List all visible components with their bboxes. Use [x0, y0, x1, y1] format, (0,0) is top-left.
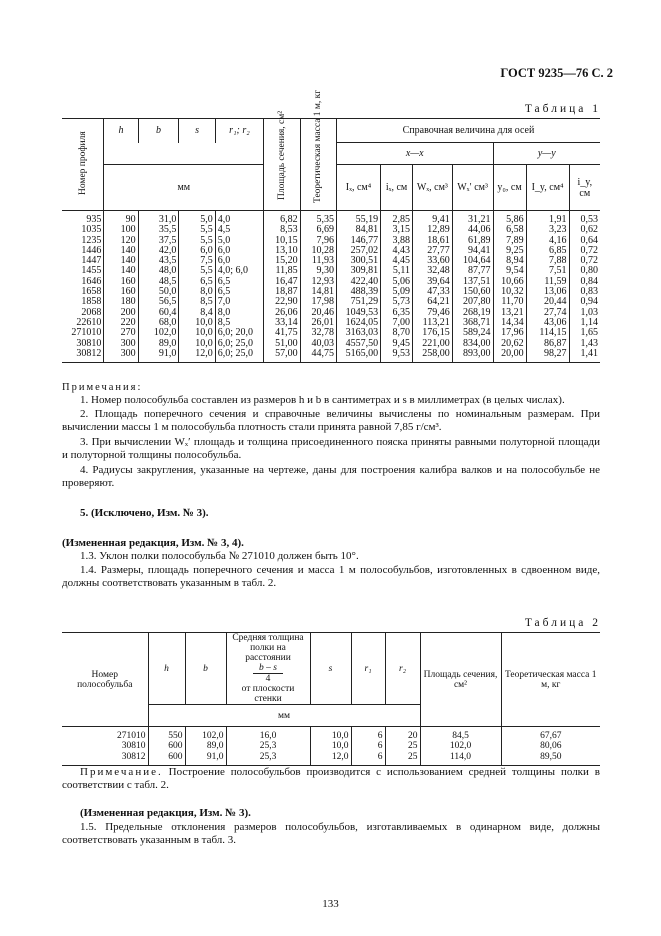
t2-col-r2: r₂ — [385, 633, 420, 705]
table-cell: 6,82 — [264, 211, 300, 226]
table-cell: 4,43 — [381, 246, 413, 256]
table-cell: 25,3 — [226, 752, 310, 766]
table-cell: 41,75 — [264, 328, 300, 338]
table-cell: 935 — [86, 214, 102, 225]
table-cell: 6,58 — [493, 225, 526, 235]
note-table2: Примечание. Построение полособульбов производится с использованием средней толщины полки в соответствии с табл. 2. — [62, 766, 600, 791]
table-cell: 89,0 — [185, 741, 226, 751]
table-row — [62, 349, 600, 363]
table-cell: 31,21 — [452, 211, 493, 226]
table-cell: 8,0 — [179, 287, 215, 297]
table-cell: 10,0 — [179, 339, 215, 349]
table-cell: 33,14 — [264, 318, 300, 328]
t1-col-mass: Теоретическая масса 1 м, кг — [300, 119, 336, 211]
table-row — [62, 741, 600, 751]
t1-ref-header: Справочная величина для осей — [336, 119, 600, 143]
table-cell: 10,66 — [493, 277, 526, 287]
table-cell: 7,51 — [526, 266, 569, 276]
table-cell: 4,5 — [215, 225, 264, 235]
table-cell: 102,0 — [420, 741, 501, 751]
table2 — [62, 632, 600, 766]
notes-title: Примечания: — [62, 382, 143, 393]
table-cell: 67,67 — [501, 727, 600, 741]
table-cell: 84,5 — [420, 727, 501, 741]
table-cell: 27,77 — [413, 246, 453, 256]
table-cell: 43,5 — [138, 256, 179, 266]
table-cell: 12,0 — [310, 752, 351, 766]
table-cell: 30812 — [76, 347, 102, 359]
table-cell: 6,0 — [215, 256, 264, 266]
table-cell: 48,5 — [138, 277, 179, 287]
table-cell: 271010 — [117, 731, 146, 741]
table-cell: 104,64 — [452, 256, 493, 266]
table-cell: 1,14 — [569, 318, 600, 328]
t2-col-avg: Средняя толщина полки на расстоянии b – s 4 от плоскости стенки — [226, 633, 310, 705]
table-cell: 200 — [104, 308, 138, 318]
table-cell: 7,89 — [493, 236, 526, 246]
table-cell: 422,40 — [336, 277, 380, 287]
table-cell: 12,89 — [413, 225, 453, 235]
table-cell: 309,81 — [336, 266, 380, 276]
table-cell: 61,89 — [452, 236, 493, 246]
table-cell: 50,0 — [138, 287, 179, 297]
table-cell: 207,80 — [452, 297, 493, 307]
t1-col-area: Площадь сечения, см² — [264, 119, 300, 211]
table-cell: 146,77 — [336, 236, 380, 246]
table-cell: 86,87 — [526, 339, 569, 349]
table-cell: 271010 — [71, 327, 102, 339]
t1-col-b: b — [138, 119, 179, 143]
table-cell: 113,21 — [413, 318, 453, 328]
para-1-4: 1.4. Размеры, площадь поперечного сечения и масса 1 м полособульбов, изготовленных в сдвоенном виде, должны соответствовать указанным в табл. 2. — [62, 564, 600, 589]
table-cell: 40,03 — [300, 339, 336, 349]
t2-col-num: Номер полособульба — [77, 669, 133, 690]
table-cell: 87,77 — [452, 266, 493, 276]
table-cell: 550 — [148, 727, 185, 741]
table-cell: 8,94 — [493, 256, 526, 266]
t2-units: мм — [148, 705, 420, 727]
table-cell: 6 — [351, 752, 385, 766]
note-1: 1. Номер полособульба составлен из размеров h и b в сантиметрах и s в миллиметрах (в целых числах). — [80, 394, 565, 406]
table-cell: 488,39 — [336, 287, 380, 297]
table-cell: 47,33 — [413, 287, 453, 297]
table-cell: 94,41 — [452, 246, 493, 256]
t2-col-r1: r₁ — [351, 633, 385, 705]
table-cell: 3163,03 — [336, 328, 380, 338]
edition-note-2: (Измененная редакция, Изм. № 3). — [80, 807, 251, 819]
table-cell: 6,0 — [179, 246, 215, 256]
table-cell: 751,29 — [336, 297, 380, 307]
note-4: 4. Радиусы закругления, указанные на чертеже, даны для построения калибра валков и на полособульбе не проверяют. — [62, 464, 600, 489]
table-cell: 160 — [104, 277, 138, 287]
table-cell: 600 — [148, 752, 185, 766]
table-cell: 6,35 — [381, 308, 413, 318]
table-cell: 102,0 — [185, 727, 226, 741]
table-cell: 100 — [104, 225, 138, 235]
table-cell: 1624,05 — [336, 318, 380, 328]
t1-sub-col: Wₓ, см³ — [413, 165, 453, 211]
table-cell: 25,3 — [226, 741, 310, 751]
table-cell: 0,94 — [569, 297, 600, 307]
table-cell: 5,09 — [381, 287, 413, 297]
table-cell: 14,34 — [493, 318, 526, 328]
table-cell: 18,61 — [413, 236, 453, 246]
table1-caption: Таблица 1 — [524, 103, 601, 115]
table-cell: 160 — [104, 287, 138, 297]
table-cell: 80,06 — [501, 741, 600, 751]
table-cell: 6,0 — [215, 246, 264, 256]
table-cell: 68,0 — [138, 318, 179, 328]
t1-col-s: s — [179, 119, 215, 143]
table-cell: 7,5 — [179, 256, 215, 266]
table-cell: 1658 — [81, 286, 102, 298]
table-cell: 300 — [104, 349, 138, 363]
table-cell: 89,0 — [138, 339, 179, 349]
table-cell: 221,00 — [413, 339, 453, 349]
table-cell: 1035 — [81, 224, 102, 236]
table-cell: 300 — [104, 339, 138, 349]
table-cell: 32,78 — [300, 328, 336, 338]
table-cell: 4,0 — [215, 211, 264, 226]
t2-col-s: s — [310, 633, 351, 705]
table-cell: 2068 — [81, 306, 102, 318]
table-row — [62, 752, 600, 766]
table-cell: 8,5 — [215, 318, 264, 328]
table-cell: 55,19 — [336, 211, 380, 226]
table-cell: 10,0 — [310, 741, 351, 751]
table-cell: 51,00 — [264, 339, 300, 349]
table-cell: 1,43 — [569, 339, 600, 349]
table-cell: 42,0 — [138, 246, 179, 256]
table-cell: 368,71 — [452, 318, 493, 328]
table-cell: 1235 — [81, 234, 102, 246]
table-cell: 257,02 — [336, 246, 380, 256]
table-cell: 9,41 — [413, 211, 453, 226]
table-cell: 300,51 — [336, 256, 380, 266]
page-header: ГОСТ 9235—76 С. 2 — [500, 66, 613, 80]
table-cell: 6,5 — [179, 277, 215, 287]
table-cell: 57,00 — [264, 349, 300, 363]
table-cell: 9,30 — [300, 266, 336, 276]
table-cell: 32,48 — [413, 266, 453, 276]
table-cell: 0,72 — [569, 246, 600, 256]
note-3: 3. При вычислении Wₓ′ площадь и толщина присоединенного пояска приняты равными полуторной площади и полуторной толщины полособульба. — [62, 436, 600, 461]
table-cell: 834,00 — [452, 339, 493, 349]
table-cell: 5,06 — [381, 277, 413, 287]
table-cell: 6,0; 25,0 — [215, 349, 264, 363]
t1-units: мм — [104, 165, 264, 211]
table-cell: 30810 — [121, 741, 146, 752]
table-cell: 20,46 — [300, 308, 336, 318]
table-cell: 1,91 — [526, 211, 569, 226]
table-cell: 5,0 — [179, 211, 215, 226]
table-cell: 44,06 — [452, 225, 493, 235]
edition-note-1: (Измененная редакция, Изм. № 3, 4). — [62, 537, 244, 549]
table-cell: 37,5 — [138, 236, 179, 246]
table-cell: 15,20 — [264, 256, 300, 266]
table-cell: 6,5 — [215, 287, 264, 297]
table-cell: 33,60 — [413, 256, 453, 266]
table-cell: 140 — [104, 246, 138, 256]
table-cell: 5,35 — [300, 211, 336, 226]
table-cell: 30812 — [121, 751, 146, 762]
note-2: 2. Площадь поперечного сечения и справочные величины вычислены по номинальным размерам. При вычислении массы 1 м полособульба плотность стали принята равной 7,85 г/см³. — [62, 408, 600, 433]
table-cell: 35,5 — [138, 225, 179, 235]
t1-sub-col: i_y, см — [569, 165, 600, 211]
table-cell: 90 — [104, 211, 138, 226]
table-cell: 4,0; 6,0 — [215, 266, 264, 276]
table-cell: 11,85 — [264, 266, 300, 276]
t2-col-area: Площадь сечения, см² — [420, 633, 501, 727]
t1-axis-y: y—y — [493, 143, 600, 165]
table-cell: 114,15 — [526, 328, 569, 338]
table-cell: 11,93 — [300, 256, 336, 266]
t1-sub-col: iₓ, см — [381, 165, 413, 211]
table-cell: 0,80 — [569, 266, 600, 276]
table-cell: 1,41 — [569, 349, 600, 363]
table-cell: 0,84 — [569, 277, 600, 287]
table-cell: 89,50 — [501, 752, 600, 766]
table-cell: 5,86 — [493, 211, 526, 226]
t1-col-h: h — [104, 119, 138, 143]
table-cell: 56,5 — [138, 297, 179, 307]
table-cell: 5,5 — [179, 225, 215, 235]
t1-sub-col: I_y, см⁴ — [526, 165, 569, 211]
table-cell: 114,0 — [420, 752, 501, 766]
table-cell: 3,88 — [381, 236, 413, 246]
table-cell: 220 — [104, 318, 138, 328]
table-cell: 25 — [385, 741, 420, 751]
table-cell: 5,0 — [215, 236, 264, 246]
table-cell: 91,0 — [138, 349, 179, 363]
t1-sub-col: Wₓ′ см³ — [452, 165, 493, 211]
table-cell: 4,16 — [526, 236, 569, 246]
table-cell: 270 — [104, 328, 138, 338]
table-cell: 26,01 — [300, 318, 336, 328]
table-cell: 20,62 — [493, 339, 526, 349]
table-cell: 17,98 — [300, 297, 336, 307]
table-cell: 10,0 — [179, 318, 215, 328]
table-cell: 6 — [351, 727, 385, 741]
table-cell: 5,73 — [381, 297, 413, 307]
table-cell: 8,53 — [264, 225, 300, 235]
table-cell: 5165,00 — [336, 349, 380, 363]
table-cell: 9,53 — [381, 349, 413, 363]
table-cell: 0,62 — [569, 225, 600, 235]
table-cell: 10,0 — [310, 727, 351, 741]
item-5: 5. (Исключено, Изм. № 3). — [80, 507, 209, 519]
table-cell: 5,5 — [179, 236, 215, 246]
table-cell: 16,47 — [264, 277, 300, 287]
table-cell: 43,06 — [526, 318, 569, 328]
table-cell: 3,23 — [526, 225, 569, 235]
table-cell: 13,10 — [264, 246, 300, 256]
table-cell: 3,15 — [381, 225, 413, 235]
table-cell: 6,5 — [215, 277, 264, 287]
table-cell: 84,81 — [336, 225, 380, 235]
table-cell: 91,0 — [185, 752, 226, 766]
table-cell: 13,06 — [526, 287, 569, 297]
table-cell: 7,88 — [526, 256, 569, 266]
table-cell: 39,64 — [413, 277, 453, 287]
table-cell: 8,4 — [179, 308, 215, 318]
table-cell: 1,03 — [569, 308, 600, 318]
table-cell: 9,25 — [493, 246, 526, 256]
table-cell: 0,64 — [569, 236, 600, 246]
table-cell: 2,85 — [381, 211, 413, 226]
table-cell: 44,75 — [300, 349, 336, 363]
table-cell: 20,00 — [493, 349, 526, 363]
table-cell: 31,0 — [138, 211, 179, 226]
table-cell: 9,45 — [381, 339, 413, 349]
table-cell: 20 — [385, 727, 420, 741]
table-cell: 0,72 — [569, 256, 600, 266]
table-cell: 6,85 — [526, 246, 569, 256]
table-cell: 140 — [104, 256, 138, 266]
table-cell: 14,81 — [300, 287, 336, 297]
table-cell: 0,53 — [569, 211, 600, 226]
para-1-3: 1.3. Уклон полки полособульба № 271010 должен быть 10°. — [80, 550, 359, 562]
table-cell: 102,0 — [138, 328, 179, 338]
table-cell: 16,0 — [226, 727, 310, 741]
table-cell: 4,45 — [381, 256, 413, 266]
table-cell: 258,00 — [413, 349, 453, 363]
table-cell: 8,0 — [215, 308, 264, 318]
table-cell: 26,06 — [264, 308, 300, 318]
table-cell: 7,0 — [215, 297, 264, 307]
table-cell: 10,15 — [264, 236, 300, 246]
table-cell: 12,93 — [300, 277, 336, 287]
table-row — [62, 211, 600, 226]
table-cell: 6,69 — [300, 225, 336, 235]
table-cell: 6 — [351, 741, 385, 751]
table-cell: 8,70 — [381, 328, 413, 338]
table-cell: 120 — [104, 236, 138, 246]
table-cell: 17,96 — [493, 328, 526, 338]
table-row — [62, 727, 600, 741]
table-cell: 20,44 — [526, 297, 569, 307]
table-cell: 1646 — [81, 275, 102, 287]
table-cell: 600 — [148, 741, 185, 751]
table-cell: 12,0 — [179, 349, 215, 363]
table-cell: 22,90 — [264, 297, 300, 307]
table-cell: 27,74 — [526, 308, 569, 318]
table-cell: 1049,53 — [336, 308, 380, 318]
table-cell: 1858 — [81, 296, 102, 308]
table-cell: 150,60 — [452, 287, 493, 297]
table-cell: 1447 — [81, 255, 102, 267]
table-cell: 13,21 — [493, 308, 526, 318]
table-cell: 6,0; 25,0 — [215, 339, 264, 349]
t1-sub-col: Iₓ, см⁴ — [336, 165, 380, 211]
table-cell: 4557,50 — [336, 339, 380, 349]
table-cell: 6,0; 20,0 — [215, 328, 264, 338]
table-cell: 11,70 — [493, 297, 526, 307]
table-cell: 11,59 — [526, 277, 569, 287]
table-cell: 0,83 — [569, 287, 600, 297]
table-cell: 140 — [104, 266, 138, 276]
table-cell: 9,54 — [493, 266, 526, 276]
table-cell: 589,24 — [452, 328, 493, 338]
table-cell: 22610 — [76, 316, 102, 328]
table-cell: 180 — [104, 297, 138, 307]
table-cell: 7,96 — [300, 236, 336, 246]
t1-sub-col: y₀, см — [493, 165, 526, 211]
t2-col-mass: Теоретическая масса 1 м, кг — [501, 633, 600, 727]
table-cell: 10,0 — [179, 328, 215, 338]
table-cell: 8,5 — [179, 297, 215, 307]
t2-col-b: b — [185, 633, 226, 705]
table-cell: 98,27 — [526, 349, 569, 363]
table-cell: 18,87 — [264, 287, 300, 297]
table-cell: 268,19 — [452, 308, 493, 318]
table-cell: 79,46 — [413, 308, 453, 318]
table-cell: 1455 — [81, 265, 102, 277]
t1-col-r: r₁; r₂ — [215, 119, 264, 143]
table-cell: 10,28 — [300, 246, 336, 256]
table-cell: 176,15 — [413, 328, 453, 338]
table-cell: 30810 — [76, 337, 102, 349]
table-cell: 64,21 — [413, 297, 453, 307]
table-cell: 25 — [385, 752, 420, 766]
t1-axis-x: x—x — [336, 143, 493, 165]
table-cell: 1,65 — [569, 328, 600, 338]
table-cell: 893,00 — [452, 349, 493, 363]
table-cell: 1446 — [81, 244, 102, 256]
t1-col-profile: Номер профиля — [77, 130, 88, 195]
table-cell: 48,0 — [138, 266, 179, 276]
para-1-5: 1.5. Предельные отклонения размеров полособульбов, изготавливаемых в одинарном виде, должны соответствовать указанным в табл. 3. — [62, 821, 600, 846]
t2-col-h: h — [148, 633, 185, 705]
table-cell: 5,11 — [381, 266, 413, 276]
table2-caption: Таблица 2 — [524, 617, 601, 629]
table-cell: 60,4 — [138, 308, 179, 318]
table-cell: 10,32 — [493, 287, 526, 297]
page-number: 133 — [322, 898, 339, 910]
table-cell: 5,5 — [179, 266, 215, 276]
table-cell: 137,51 — [452, 277, 493, 287]
table-cell: 7,00 — [381, 318, 413, 328]
